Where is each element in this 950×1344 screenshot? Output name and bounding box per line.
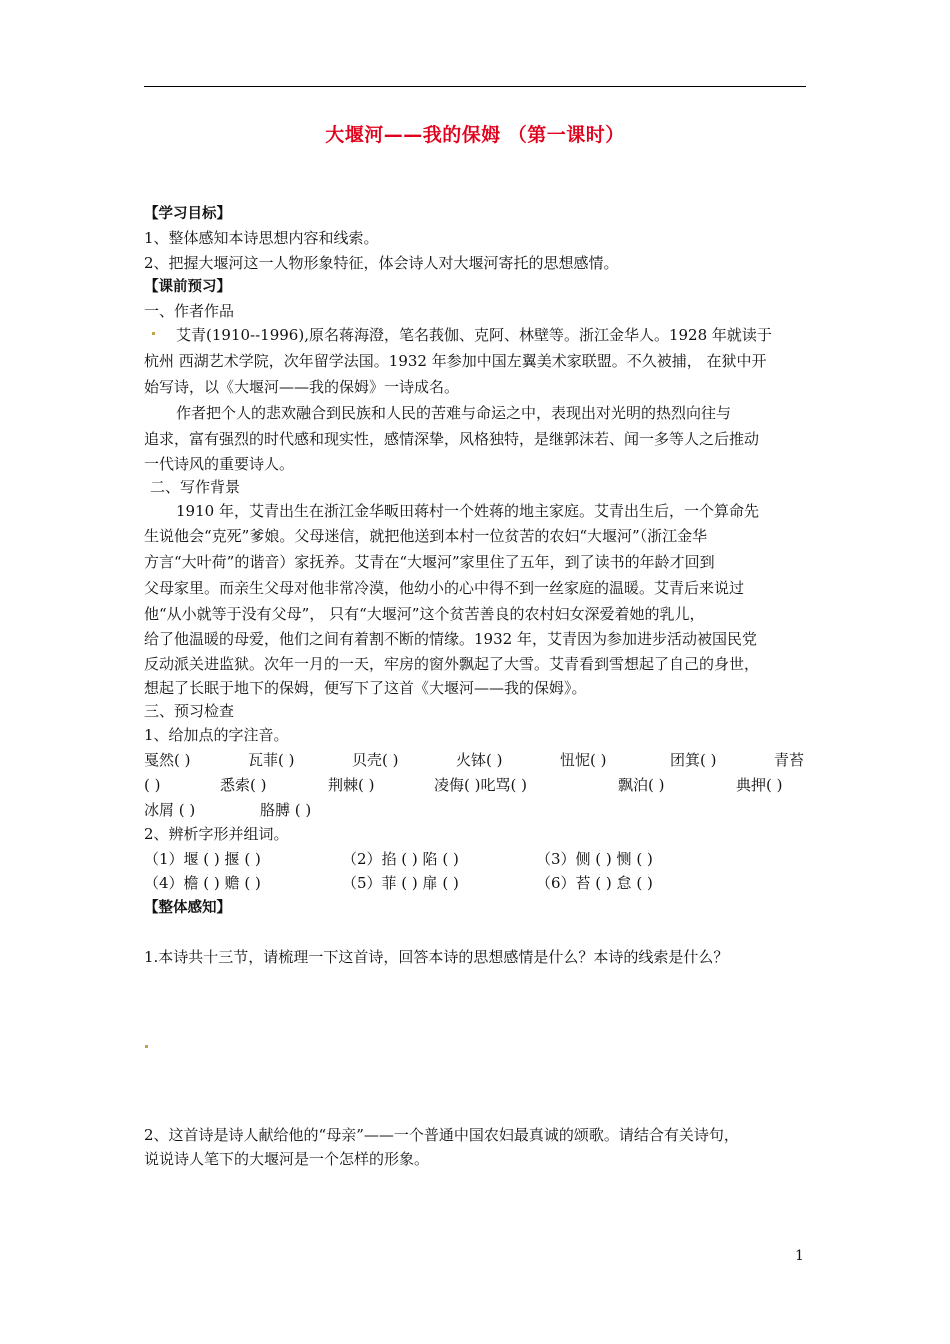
overall-question-2-line-2: 说说诗人笔下的大堰河是一个怎样的形象。	[144, 1150, 430, 1168]
background-line-1: 1910 年，艾青出生在浙江金华畈田蒋村一个姓蒋的地主家庭。艾青出生后，一个算命先	[176, 502, 759, 520]
question-2: 2、辨析字形并组词。	[144, 825, 289, 843]
form-row-1	[144, 848, 814, 870]
goal-item-1: 1、整体感知本诗思想内容和线索。	[144, 229, 379, 247]
pinyin-item: 典押( )	[736, 776, 783, 794]
overall-question-2-line-1: 2、这首诗是诗人献给他的“母亲”——一个普通中国农妇最真诚的颂歌。请结合有关诗句，	[144, 1126, 739, 1144]
pinyin-item: 火钵( )	[456, 751, 503, 769]
form-item: （3）侧 ( ) 恻 ( )	[536, 850, 653, 868]
decorative-dot	[152, 332, 155, 335]
background-line-2: 生说他会“克死”爹娘。父母迷信，就把他送到本村一位贫苦的农妇“大堰河”（浙江金华	[144, 527, 708, 545]
question-1: 1、给加点的字注音。	[144, 726, 289, 744]
pinyin-item: 戛然( )	[144, 751, 191, 769]
author-line-4: 作者把个人的悲欢融合到民族和人民的苦难与命运之中，表现出对光明的热烈向往与	[176, 404, 732, 422]
goals-heading: 【学习目标】	[144, 206, 231, 222]
overall-question-1: 1.本诗共十三节，请梳理一下这首诗，回答本诗的思想感情是什么？本诗的线索是什么？	[144, 948, 729, 966]
pinyin-item: 忸怩( )	[560, 751, 607, 769]
page-number: 1	[795, 1248, 804, 1264]
background-line-6: 给了他温暖的母爱，他们之间有着割不断的情缘。1932 年，艾青因为参加进步活动被国民党	[144, 630, 757, 648]
form-item: （5）菲 ( ) 扉 ( )	[342, 874, 459, 892]
author-line-1: 艾青(1910--1996),原名蒋海澄，笔名莪伽、克阿、林壁等。浙江金华人。1928 年就读于	[176, 326, 772, 344]
pinyin-row-1	[144, 749, 814, 771]
pinyin-item: 贝壳( )	[352, 751, 399, 769]
background-line-4: 父母家里。而亲生父母对他非常冷漠，他幼小的心中得不到一丝家庭的温暖。艾青后来说过	[144, 579, 745, 597]
header-rule	[144, 86, 806, 87]
preview-heading: 【课前预习】	[144, 279, 231, 295]
goal-item-2: 2、把握大堰河这一人物形象特征，体会诗人对大堰河寄托的思想感情。	[144, 254, 619, 272]
author-line-6: 一代诗风的重要诗人。	[144, 455, 295, 473]
overall-heading: 【整体感知】	[144, 900, 231, 916]
author-line-3: 始写诗，以《大堰河——我的保姆》一诗成名。	[144, 378, 460, 396]
background-line-3: 方言“大叶荷”的谐音）家抚养。艾青在“大堰河”家里住了五年，到了读书的年龄才回到	[144, 553, 715, 571]
form-item: （1）堰 ( ) 揠 ( )	[144, 850, 261, 868]
background-line-8: 想起了长眠于地下的保姆，便写下了这首《大堰河——我的保姆》。	[144, 679, 587, 697]
pinyin-item: 胳膊 ( )	[260, 801, 312, 819]
pinyin-row-2	[144, 774, 814, 796]
check-heading: 三、预习检查	[144, 702, 235, 720]
background-line-5: 他“从小就等于没有父母”， 只有“大堰河”这个贫苦善良的农村妇女深爱着她的乳儿，	[144, 605, 705, 623]
pinyin-item: 青苔	[774, 751, 805, 769]
page-title: 大堰河——我的保姆 （第一课时）	[325, 124, 625, 146]
form-item: （2）掐 ( ) 陷 ( )	[342, 850, 459, 868]
pinyin-item: 荆棘( )	[328, 776, 375, 794]
pinyin-item: 凌侮( )叱骂( )	[434, 776, 527, 794]
pinyin-item: 悉索( )	[220, 776, 267, 794]
pinyin-item: ( )	[144, 776, 161, 794]
author-heading: 一、作者作品	[144, 302, 235, 320]
pinyin-item: 飘泊( )	[618, 776, 665, 794]
author-line-2: 杭州 西湖艺术学院，次年留学法国。1932 年参加中国左翼美术家联盟。不久被捕， 在狱中开	[144, 352, 767, 370]
pinyin-item: 团箕( )	[670, 751, 717, 769]
author-line-5: 追求，富有强烈的时代感和现实性，感情深挚，风格独特，是继郭沫若、闻一多等人之后推动	[144, 430, 760, 448]
form-item: （6）苔 ( ) 怠 ( )	[536, 874, 653, 892]
pinyin-row-3	[144, 799, 814, 821]
form-item: （4）檐 ( ) 赡 ( )	[144, 874, 261, 892]
background-heading: 二、写作背景	[150, 478, 241, 496]
form-row-2	[144, 872, 814, 894]
pinyin-item: 瓦菲( )	[248, 751, 295, 769]
pinyin-item: 冰屑 ( )	[144, 801, 196, 819]
background-line-7: 反动派关进监狱。次年一月的一天，牢房的窗外飘起了大雪。艾青看到雪想起了自己的身世，	[144, 655, 760, 673]
decorative-dot	[145, 1045, 148, 1048]
